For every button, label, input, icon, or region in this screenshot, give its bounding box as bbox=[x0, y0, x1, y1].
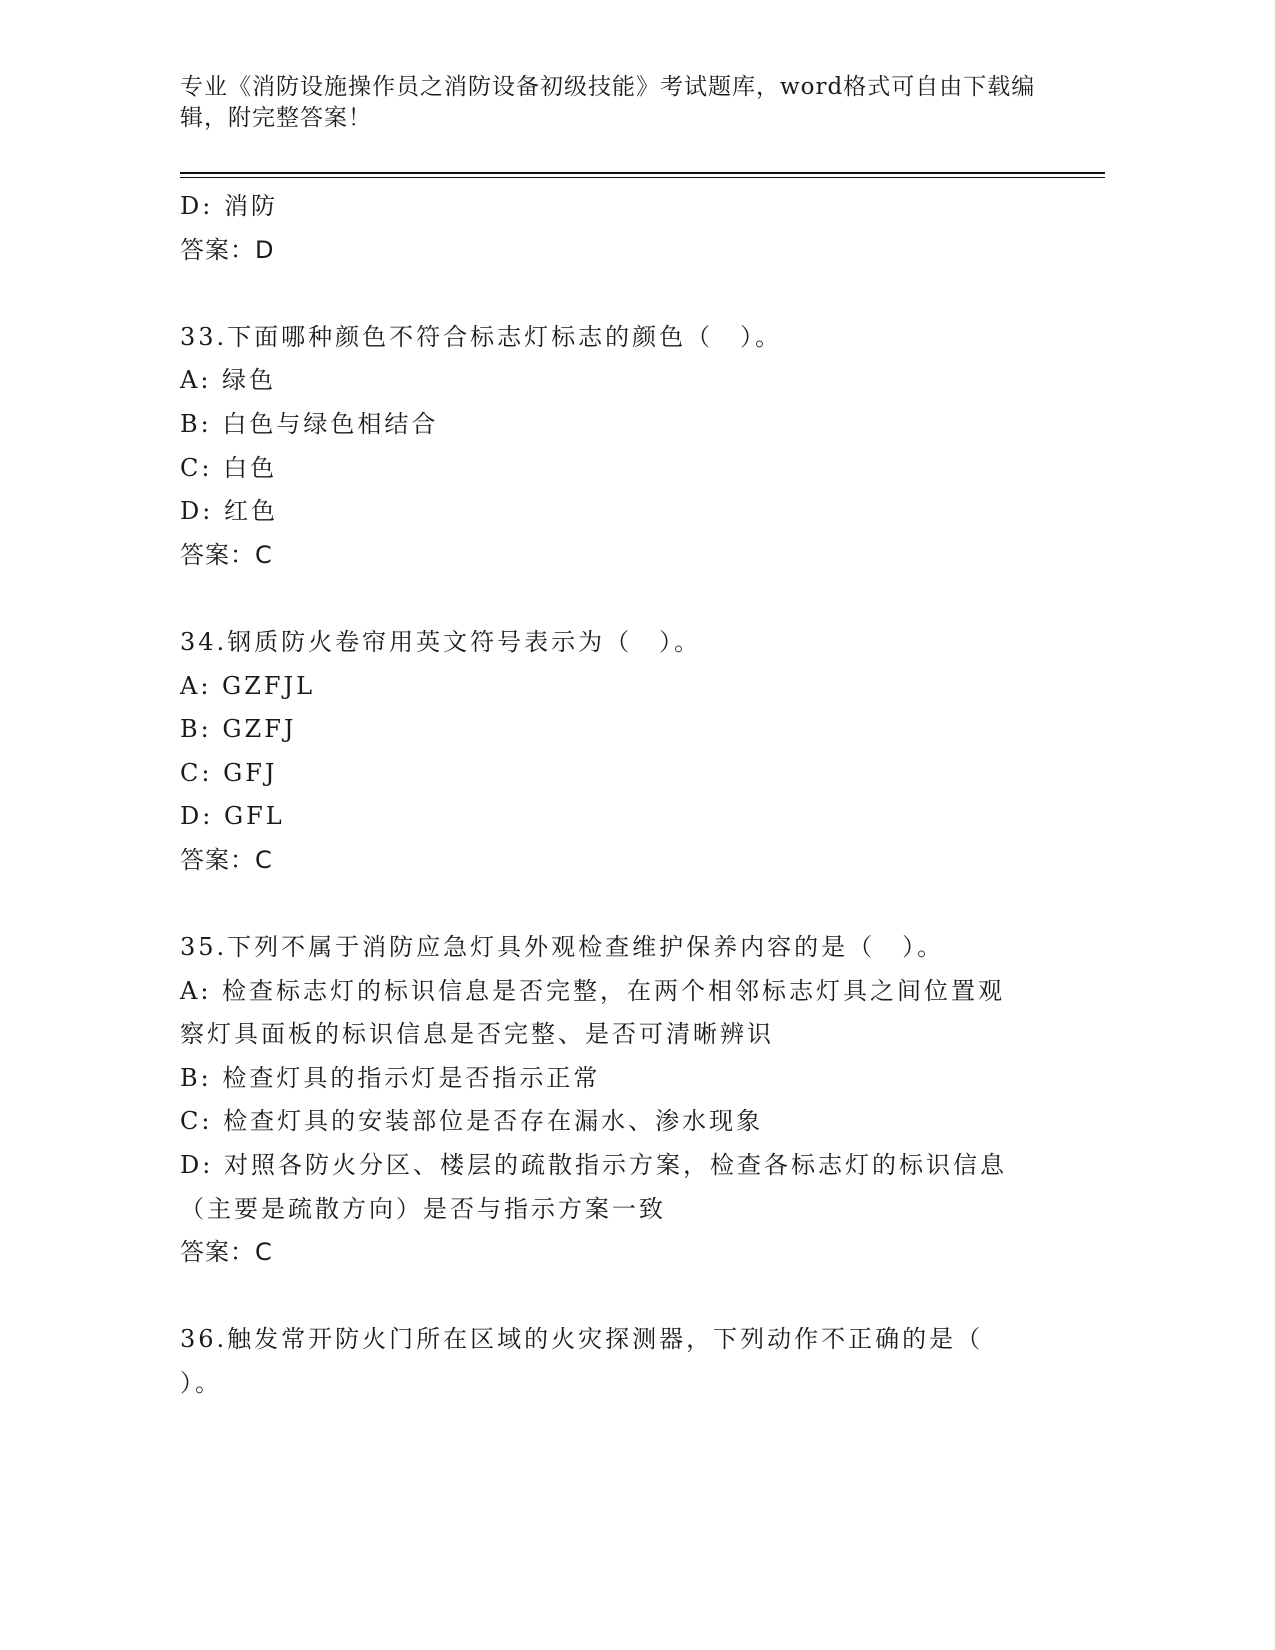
option-d: D: 消防 bbox=[180, 192, 278, 220]
header-line-2: 辑，附完整答案！ bbox=[180, 105, 372, 131]
answer: 答案：C bbox=[180, 845, 273, 874]
option-a: A: GZFJL bbox=[180, 671, 316, 700]
option-c: C: 检查灯具的安装部位是否存在漏水、渗水现象 bbox=[180, 1107, 764, 1136]
spacer bbox=[180, 272, 1040, 316]
option-d-line-2: （主要是疏散方向）是否与指示方案一致 bbox=[180, 1194, 666, 1223]
option-a-line-1: A: 检查标志灯的标识信息是否完整，在两个相邻标志灯具之间位置观 bbox=[180, 976, 1006, 1005]
question-34 bbox=[180, 621, 1040, 883]
option-a: A: 绿色 bbox=[180, 366, 277, 395]
question-stem-line-2: ）。 bbox=[180, 1369, 222, 1398]
answer: 答案：C bbox=[180, 1238, 273, 1267]
option-a-line-2: 察灯具面板的标识信息是否完整、是否可清晰辨识 bbox=[180, 1020, 774, 1049]
question-stem: 34.钢质防火卷帘用英文符号表示为（ ）。 bbox=[180, 627, 702, 656]
option-c: C: 白色 bbox=[180, 453, 278, 482]
question-35 bbox=[180, 926, 1040, 1275]
spacer bbox=[180, 577, 1040, 621]
question-36 bbox=[180, 1318, 1040, 1405]
question-stem-line-1: 36.触发常开防火门所在区域的火灾探测器，下列动作不正确的是（ bbox=[180, 1325, 984, 1354]
option-d: D: 红色 bbox=[180, 497, 278, 526]
answer: 答案：D bbox=[180, 235, 275, 264]
spacer bbox=[180, 1275, 1040, 1319]
header-rule-thick bbox=[180, 172, 1105, 174]
question-32-fragment bbox=[180, 185, 1040, 272]
header-line-1: 专业《消防设施操作员之消防设备初级技能》考试题库，word格式可自由下载编 bbox=[180, 74, 1036, 100]
spacer bbox=[180, 883, 1040, 927]
question-33 bbox=[180, 316, 1040, 578]
option-d: D: GFL bbox=[180, 802, 285, 831]
option-b: B: 白色与绿色相结合 bbox=[180, 409, 439, 438]
question-stem: 33.下面哪种颜色不符合标志灯标志的颜色（ ）。 bbox=[180, 322, 783, 351]
answer: 答案：C bbox=[180, 540, 273, 569]
question-content bbox=[180, 185, 1040, 1406]
header-rule-thin bbox=[180, 177, 1105, 178]
page-header bbox=[180, 72, 1040, 134]
option-c: C: GFJ bbox=[180, 758, 278, 787]
option-b: B: GZFJ bbox=[180, 715, 297, 744]
option-d-line-1: D: 对照各防火分区、楼层的疏散指示方案，检查各标志灯的标识信息 bbox=[180, 1151, 1007, 1180]
option-b: B: 检查灯具的指示灯是否指示正常 bbox=[180, 1063, 601, 1092]
question-stem: 35.下列不属于消防应急灯具外观检查维护保养内容的是（ ）。 bbox=[180, 933, 945, 962]
